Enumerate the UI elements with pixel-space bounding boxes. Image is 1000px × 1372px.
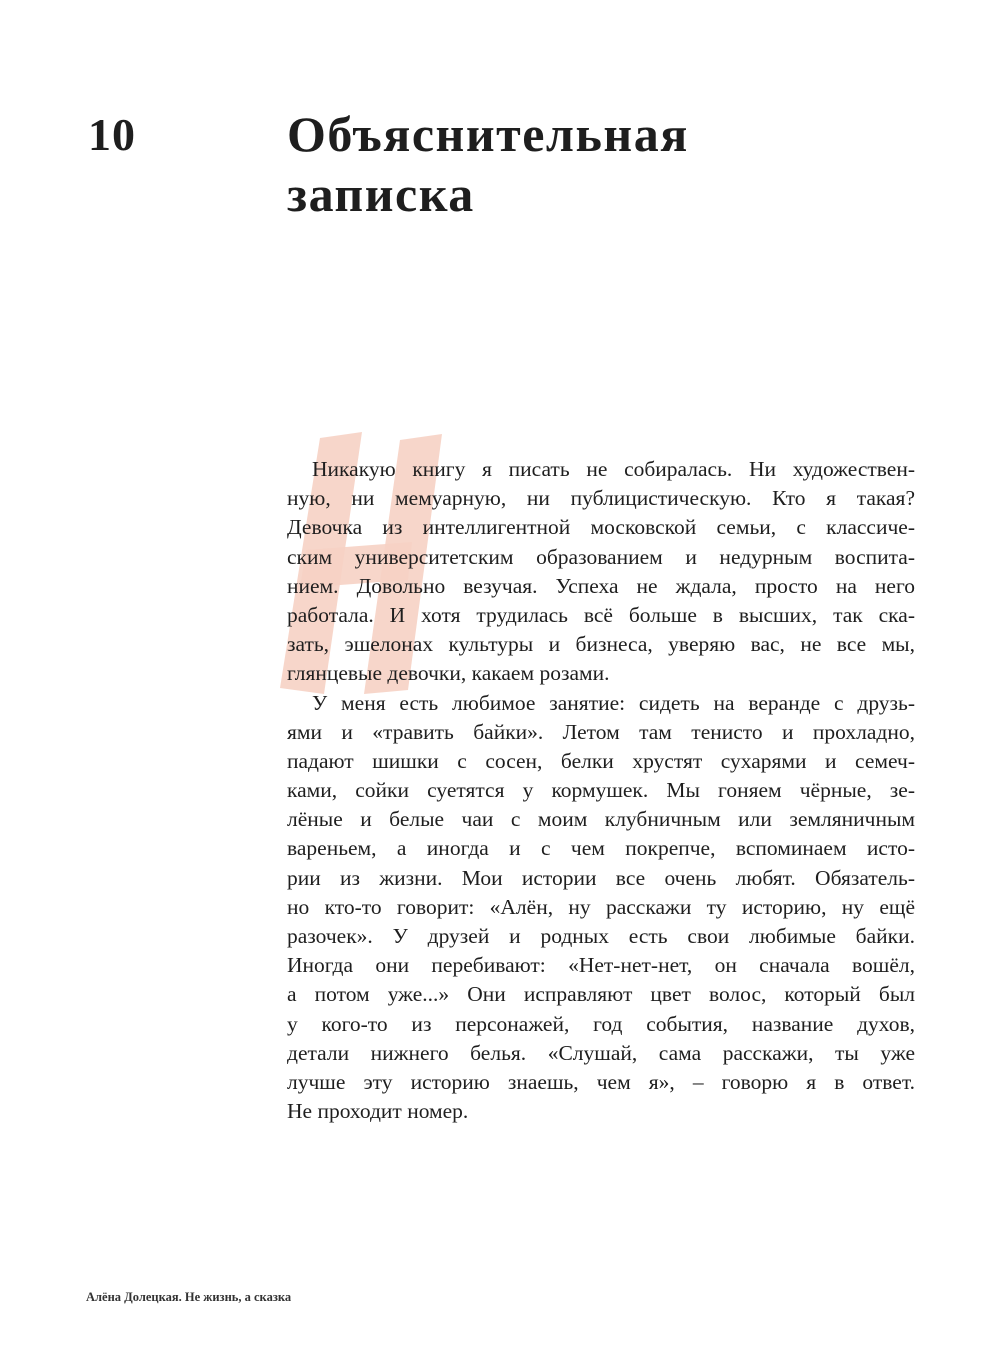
text-line: зать, эшелонах культуры и бизнеса, уверяю вас, не все мы, — [287, 632, 915, 657]
text-line: а потом уже...» Они исправляют цвет волос, который был — [287, 982, 915, 1007]
body-text — [287, 455, 915, 1126]
chapter-title — [287, 104, 689, 224]
chapter-title-line: записка — [287, 166, 475, 222]
text-line: ями и «травить байки». Летом там тенисто и прохладно, — [287, 719, 915, 744]
text-line: лёные и белые чаи с моим клубничным или земляничным — [287, 807, 915, 832]
text-line: У меня есть любимое занятие: сидеть на веранде с друзь- — [312, 690, 915, 715]
text-line: Иногда они перебивают: «Нет-нет-нет, он сначала вошёл, — [287, 953, 915, 978]
text-line: рии из жизни. Мои истории все очень любят. Обязатель- — [287, 865, 915, 890]
text-line: работала. И хотя трудилась всё больше в высших, так ска- — [287, 602, 915, 627]
text-line: Никакую книгу я писать не собиралась. Ни художествен- — [312, 457, 915, 481]
running-footer: Алёна Долецкая. Не жизнь, а сказка — [86, 1290, 292, 1304]
text-line: Девочка из интеллигентной московской семьи, с классиче- — [287, 515, 915, 540]
text-line: ским университетским образованием и недурным воспита- — [287, 544, 915, 569]
text-line: ками, сойки суетятся у кормушек. Мы гоняем чёрные, зе- — [287, 778, 915, 803]
text-line: глянцевые девочки, какаем розами. — [287, 661, 610, 686]
text-line: Не проходит номер. — [287, 1099, 469, 1124]
text-line: падают шишки с сосен, белки хрустят сухарями и семеч- — [287, 748, 915, 773]
chapter-number: 10 — [88, 109, 136, 160]
text-line: детали нижнего белья. «Слушай, сама расскажи, ты уже — [287, 1040, 915, 1065]
text-line: вареньем, а иногда и с чем покрепче, вспоминаем исто- — [287, 836, 915, 861]
text-line: но кто-то говорит: «Алён, ну расскажи ту историю, ну ещё — [287, 894, 915, 919]
chapter-title-line: Объяснительная — [287, 106, 689, 162]
text-line: у кого-то из персонажей, год события, название духов, — [287, 1011, 915, 1036]
text-line: разочек». У друзей и родных есть свои любимые байки. — [287, 924, 915, 948]
text-line: нием. Довольно везучая. Успеха не ждала, просто на него — [287, 573, 915, 598]
text-line: лучше эту историю знаешь, чем я», – говорю я в ответ. — [287, 1069, 915, 1094]
text-line: ную, ни мемуарную, ни публицистическую. Кто я такая? — [287, 486, 915, 511]
